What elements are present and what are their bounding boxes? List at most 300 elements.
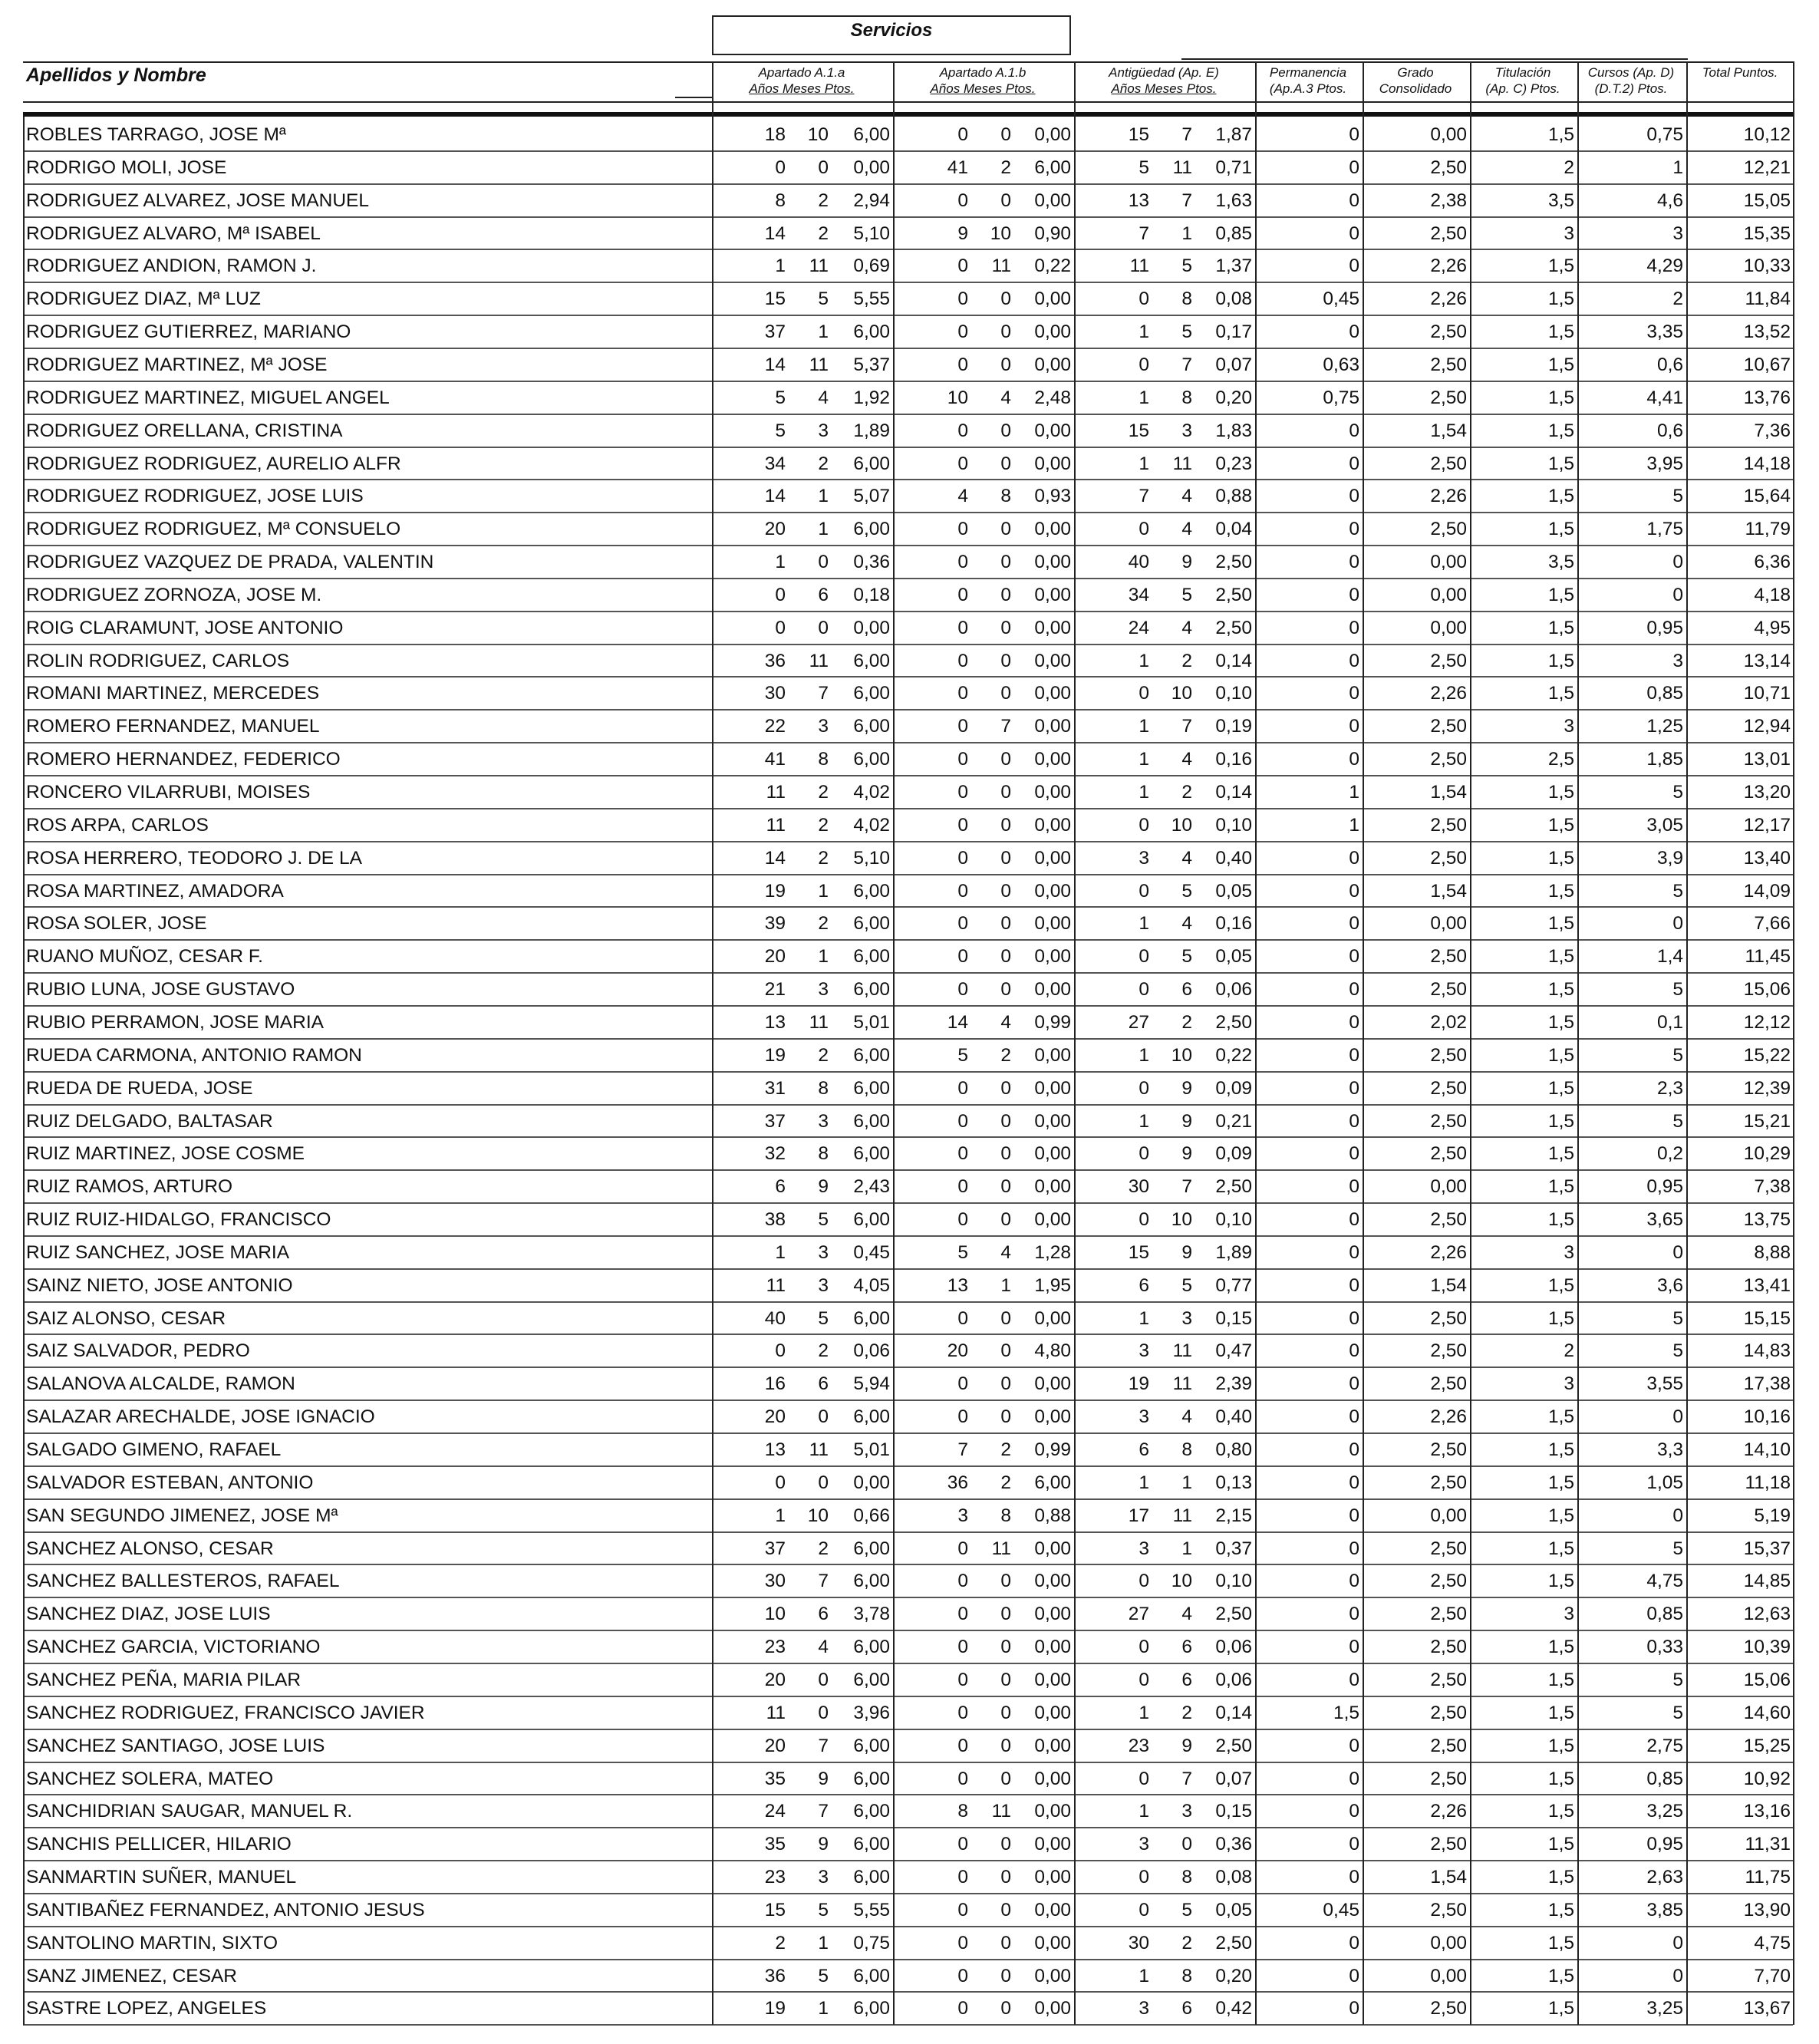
cell-a1b-points: 0,00 [1034,617,1071,638]
cell-a1b-months: 0 [1000,1143,1011,1165]
employee-name: SALANOVA ALCALDE, RAMON [26,1373,295,1395]
employee-name: RODRIGUEZ RODRIGUEZ, AURELIO ALFR [26,453,401,474]
cell-antig-years: 3 [1139,1998,1149,2019]
cell-a1a-months: 1 [818,946,829,968]
cell-titulacion: 1,5 [1547,880,1574,902]
cell-cursos: 0 [1672,1241,1683,1263]
cell-antig-months: 6 [1181,979,1192,1001]
cell-grado: 1,54 [1430,1274,1467,1296]
cell-antig-months: 6 [1181,1637,1192,1658]
employee-name: ROSA SOLER, JOSE [26,913,207,935]
cell-antig-years: 27 [1128,1011,1149,1033]
cell-a1b-years: 41 [947,157,968,178]
table-row [23,1499,1793,1532]
cell-antig-years: 40 [1128,552,1149,573]
cell-a1a-months: 0 [818,552,829,573]
cell-antig-points: 0,04 [1215,519,1252,540]
table-row [23,348,1793,381]
cell-a1a-points: 6,00 [853,1044,890,1066]
cell-antig-years: 0 [1139,814,1149,836]
cell-a1b-points: 1,95 [1034,1274,1071,1296]
cell-grado: 2,50 [1430,1538,1467,1559]
cell-a1b-points: 0,00 [1034,1899,1071,1920]
cell-a1a-years: 0 [775,157,786,178]
cell-antig-months: 8 [1181,1867,1192,1888]
cell-a1a-years: 14 [764,486,786,507]
cell-permanencia: 0 [1349,1209,1359,1231]
cell-antig-points: 0,42 [1215,1998,1252,2019]
cell-a1b-points: 0,00 [1034,1176,1071,1198]
cell-a1a-points: 0,00 [853,1472,890,1493]
cell-cursos: 3,25 [1646,1801,1683,1822]
cell-permanencia: 0,63 [1323,354,1359,375]
cell-grado: 2,50 [1430,1702,1467,1723]
employee-name: RUIZ RAMOS, ARTURO [26,1176,233,1198]
cell-antig-years: 34 [1128,584,1149,605]
cell-antig-months: 4 [1181,749,1192,770]
table-row [23,1828,1793,1861]
cell-antig-points: 2,50 [1215,1932,1252,1953]
cell-a1b-months: 0 [1000,1604,1011,1625]
table-row [23,1039,1793,1072]
cell-a1a-years: 15 [764,1899,786,1920]
table-row [23,1762,1793,1795]
cell-titulacion: 1,5 [1547,288,1574,310]
cell-titulacion: 1,5 [1547,1702,1574,1723]
cell-permanencia: 0 [1349,190,1359,211]
cell-antig-years: 27 [1128,1604,1149,1625]
cell-total: 12,12 [1743,1011,1791,1033]
table-row [23,1564,1793,1597]
cell-a1a-months: 11 [809,650,829,671]
cell-grado: 2,50 [1430,1637,1467,1658]
cell-total: 14,10 [1743,1439,1791,1460]
cell-a1b-months: 4 [1000,1241,1011,1263]
employee-name: RUBIO PERRAMON, JOSE MARIA [26,1011,324,1033]
cell-antig-points: 1,83 [1215,420,1252,441]
cell-a1b-months: 0 [1000,124,1011,145]
cell-permanencia: 0 [1349,1176,1359,1198]
cell-cursos: 0,85 [1646,1604,1683,1625]
cell-cursos: 0 [1672,1406,1683,1428]
cell-grado: 2,50 [1430,979,1467,1001]
cell-a1b-years: 0 [957,1604,968,1625]
cell-grado: 0,00 [1430,1176,1467,1198]
cell-antig-points: 2,50 [1215,1011,1252,1033]
cell-a1b-months: 0 [1000,190,1011,211]
cell-a1a-months: 11 [809,256,829,277]
cell-a1a-points: 0,36 [853,552,890,573]
cell-titulacion: 1,5 [1547,354,1574,375]
cell-a1b-points: 0,00 [1034,946,1071,968]
cell-a1a-points: 6,00 [853,1867,890,1888]
cell-antig-years: 15 [1128,124,1149,145]
cell-antig-points: 0,14 [1215,782,1252,803]
cell-a1b-months: 11 [991,256,1011,277]
employee-name: RODRIGUEZ RODRIGUEZ, JOSE LUIS [26,486,364,507]
cell-a1b-years: 0 [957,124,968,145]
cell-a1b-months: 0 [1000,1735,1011,1756]
cell-titulacion: 1,5 [1547,617,1574,638]
cell-grado: 2,50 [1430,453,1467,474]
cell-a1b-years: 0 [957,814,968,836]
cell-grado: 2,26 [1430,1801,1467,1822]
cell-a1b-points: 0,99 [1034,1011,1071,1033]
cell-cursos: 3 [1672,650,1683,671]
cell-total: 7,70 [1754,1965,1791,1986]
employee-name: SANCHEZ DIAZ, JOSE LUIS [26,1604,271,1625]
cell-cursos: 5 [1672,782,1683,803]
column-divider [712,61,713,2025]
table-row [23,151,1793,184]
cell-a1a-points: 6,00 [853,1998,890,2019]
cell-antig-points: 0,08 [1215,1867,1252,1888]
cell-permanencia: 0 [1349,650,1359,671]
cell-a1a-months: 0 [818,157,829,178]
table-row [23,1532,1793,1565]
cell-a1a-months: 0 [818,1702,829,1723]
cell-titulacion: 1,5 [1547,1998,1574,2019]
cell-antig-points: 2,15 [1215,1505,1252,1526]
employee-name: RODRIGUEZ DIAZ, Mª LUZ [26,288,261,310]
cell-a1a-points: 6,00 [853,1637,890,1658]
cell-antig-months: 2 [1181,650,1192,671]
table-row [23,1006,1793,1039]
col-permanencia-title: Permanencia [1269,65,1347,80]
cell-permanencia: 0 [1349,979,1359,1001]
cell-total: 14,83 [1743,1340,1791,1362]
cell-a1b-years: 5 [957,1044,968,1066]
cell-total: 15,06 [1743,979,1791,1001]
cell-a1a-years: 2 [775,1932,786,1953]
cell-a1b-points: 0,00 [1034,1571,1071,1592]
cell-titulacion: 1,5 [1547,420,1574,441]
cell-titulacion: 1,5 [1547,321,1574,343]
cell-cursos: 0,1 [1656,1011,1683,1033]
cell-total: 13,41 [1743,1274,1791,1296]
cell-a1b-years: 0 [957,1932,968,1953]
cell-permanencia: 0 [1349,1735,1359,1756]
cell-total: 11,84 [1745,288,1791,310]
cell-permanencia: 0 [1349,1604,1359,1625]
cell-cursos: 1,25 [1646,716,1683,737]
cell-titulacion: 1,5 [1547,584,1574,605]
cell-titulacion: 1,5 [1547,1768,1574,1789]
cell-cursos: 0,75 [1646,124,1683,145]
cell-total: 10,39 [1743,1637,1791,1658]
table-row [23,1072,1793,1105]
cell-antig-points: 0,14 [1215,1702,1252,1723]
cell-a1b-months: 0 [1000,1571,1011,1592]
cell-grado: 0,00 [1430,124,1467,145]
cell-a1b-years: 0 [957,1143,968,1165]
table-row [23,1433,1793,1466]
cell-grado: 2,26 [1430,288,1467,310]
cell-a1a-points: 6,00 [853,979,890,1001]
cell-antig-years: 1 [1139,749,1149,770]
cell-a1b-months: 0 [1000,1702,1011,1723]
cell-permanencia: 0 [1349,1044,1359,1066]
col-grado-title: Grado [1397,65,1434,80]
cell-grado: 2,50 [1430,1472,1467,1493]
cell-total: 10,29 [1743,1143,1791,1165]
cell-a1b-years: 0 [957,683,968,704]
cell-a1b-years: 0 [957,1307,968,1329]
cell-grado: 2,50 [1430,1044,1467,1066]
cell-cursos: 4,75 [1646,1571,1683,1592]
cell-a1a-years: 1 [775,552,786,573]
cell-permanencia: 0 [1349,749,1359,770]
cell-antig-points: 2,50 [1215,617,1252,638]
cell-grado: 2,50 [1430,1373,1467,1395]
cell-a1b-years: 0 [957,847,968,869]
cell-a1a-points: 6,00 [853,1571,890,1592]
cell-a1a-years: 20 [764,946,786,968]
cell-titulacion: 1,5 [1547,1209,1574,1231]
cell-antig-points: 0,13 [1215,1472,1252,1493]
cell-antig-points: 0,80 [1215,1439,1252,1460]
table-row [23,776,1793,809]
cell-total: 10,67 [1743,354,1791,375]
cell-a1a-years: 20 [764,1735,786,1756]
cell-a1a-years: 20 [764,1669,786,1690]
cell-antig-points: 0,08 [1215,288,1252,310]
cell-a1a-months: 9 [818,1176,829,1198]
col-a1b-subtitle: Años Meses Ptos. [930,81,1036,96]
cell-antig-points: 0,17 [1215,321,1252,343]
cell-grado: 2,50 [1430,1834,1467,1855]
cell-total: 13,67 [1743,1998,1791,2019]
cell-antig-months: 3 [1181,1307,1192,1329]
cell-a1a-points: 6,00 [853,1110,890,1132]
cell-a1a-points: 5,55 [853,288,890,310]
cell-titulacion: 1,5 [1547,1965,1574,1986]
employee-name: ROMANI MARTINEZ, MERCEDES [26,683,320,704]
cell-titulacion: 1,5 [1547,1077,1574,1099]
cell-cursos: 1,75 [1646,519,1683,540]
cell-a1a-months: 8 [818,1143,829,1165]
cell-antig-years: 0 [1139,946,1149,968]
employee-name: SANCHEZ SANTIAGO, JOSE LUIS [26,1735,325,1756]
cell-grado: 2,50 [1430,321,1467,343]
cell-total: 12,63 [1743,1604,1791,1625]
cell-antig-points: 0,19 [1215,716,1252,737]
cell-titulacion: 2 [1564,1340,1574,1362]
cell-titulacion: 1,5 [1547,1044,1574,1066]
cell-antig-years: 1 [1139,1110,1149,1132]
cell-a1a-months: 5 [818,288,829,310]
cell-cursos: 4,41 [1646,387,1683,408]
cell-titulacion: 2 [1564,157,1574,178]
cell-grado: 1,54 [1430,420,1467,441]
cell-a1a-months: 1 [818,1932,829,1953]
cell-a1a-months: 5 [818,1965,829,1986]
column-divider [1793,61,1794,2025]
cell-a1b-months: 0 [1000,1307,1011,1329]
cell-antig-months: 11 [1172,1505,1192,1526]
cell-cursos: 0 [1672,552,1683,573]
cell-a1a-points: 6,00 [853,1801,890,1822]
cell-cursos: 1,85 [1646,749,1683,770]
employee-name: ROSA HERRERO, TEODORO J. DE LA [26,847,362,869]
cell-antig-months: 7 [1181,124,1192,145]
col-permanencia-subtitle: (Ap.A.3 Ptos. [1269,81,1347,96]
cell-grado: 2,50 [1430,1307,1467,1329]
cell-cursos: 3,9 [1656,847,1683,869]
cell-antig-months: 0 [1181,1834,1192,1855]
cell-permanencia: 0 [1349,256,1359,277]
cell-a1b-years: 0 [957,1899,968,1920]
cell-a1a-years: 32 [764,1143,786,1165]
cell-total: 12,94 [1743,716,1791,737]
cell-a1a-points: 5,07 [853,486,890,507]
cell-a1b-months: 0 [1000,617,1011,638]
cell-antig-months: 4 [1181,847,1192,869]
cell-total: 11,45 [1745,946,1791,968]
cell-cursos: 3,85 [1646,1899,1683,1920]
cell-a1b-months: 0 [1000,814,1011,836]
table-row [23,809,1793,842]
cell-a1b-years: 3 [957,1505,968,1526]
cell-a1b-points: 0,00 [1034,1867,1071,1888]
cell-antig-points: 1,37 [1215,256,1252,277]
cell-antig-months: 7 [1181,354,1192,375]
cell-antig-years: 0 [1139,1209,1149,1231]
cell-cursos: 0,2 [1656,1143,1683,1165]
cell-a1b-years: 0 [957,1669,968,1690]
cell-grado: 2,26 [1430,1241,1467,1263]
col-a1b-title: Apartado A.1.b [939,65,1026,80]
cell-titulacion: 1,5 [1547,946,1574,968]
cell-antig-points: 0,37 [1215,1538,1252,1559]
cell-a1a-points: 6,00 [853,321,890,343]
cell-a1a-years: 0 [775,617,786,638]
table-row [23,1992,1793,2025]
cell-a1b-years: 20 [947,1340,968,1362]
cell-a1a-months: 0 [818,1406,829,1428]
cell-a1b-years: 0 [957,519,968,540]
cell-permanencia: 0 [1349,1143,1359,1165]
cell-a1b-months: 0 [1000,1637,1011,1658]
cell-titulacion: 3 [1564,1604,1574,1625]
employee-name: ROMERO HERNANDEZ, FEDERICO [26,749,341,770]
cell-a1a-points: 0,45 [853,1241,890,1263]
cell-a1a-years: 36 [764,1965,786,1986]
cell-a1b-points: 6,00 [1034,1472,1071,1493]
cell-antig-points: 0,23 [1215,453,1252,474]
cell-a1b-months: 0 [1000,650,1011,671]
cell-a1a-years: 14 [764,847,786,869]
cell-a1b-months: 0 [1000,782,1011,803]
cell-antig-points: 0,07 [1215,1768,1252,1789]
cell-a1a-years: 22 [764,716,786,737]
cell-a1b-points: 0,00 [1034,1965,1071,1986]
cell-cursos: 5 [1672,1669,1683,1690]
cell-antig-years: 3 [1139,1340,1149,1362]
cell-antig-years: 7 [1139,486,1149,507]
cell-antig-years: 3 [1139,1406,1149,1428]
cell-a1b-months: 0 [1000,519,1011,540]
cell-a1a-months: 10 [807,1505,829,1526]
cell-a1a-months: 3 [818,1110,829,1132]
cell-cursos: 0,95 [1646,1176,1683,1198]
cell-permanencia: 0 [1349,1241,1359,1263]
cell-a1b-months: 0 [1000,288,1011,310]
table-row [23,842,1793,875]
cell-total: 15,15 [1743,1307,1791,1329]
cell-a1a-months: 2 [818,1340,829,1362]
cell-a1b-years: 4 [957,486,968,507]
cell-grado: 2,50 [1430,946,1467,968]
cell-titulacion: 1,5 [1547,1801,1574,1822]
cell-a1b-months: 2 [1000,1472,1011,1493]
cell-antig-points: 1,89 [1215,1241,1252,1263]
cell-antig-months: 8 [1181,387,1192,408]
cell-a1b-years: 0 [957,354,968,375]
table-row [23,1302,1793,1335]
employee-name: RUANO MUÑOZ, CESAR F. [26,946,263,968]
cell-a1a-months: 7 [818,1735,829,1756]
cell-titulacion: 1,5 [1547,1406,1574,1428]
cell-antig-months: 2 [1181,1702,1192,1723]
col-grado-subtitle: Consolidado [1379,81,1452,96]
table-row [23,1105,1793,1138]
cell-antig-years: 0 [1139,683,1149,704]
cell-total: 15,06 [1743,1669,1791,1690]
name-column-header: Apellidos y Nombre [26,64,206,86]
cell-grado: 2,50 [1430,1735,1467,1756]
cell-grado: 2,26 [1430,486,1467,507]
cell-titulacion: 1,5 [1547,1571,1574,1592]
cell-a1a-months: 5 [818,1899,829,1920]
cell-antig-years: 1 [1139,321,1149,343]
table-left-border [23,117,25,2025]
table-row [23,1729,1793,1762]
cell-a1a-years: 1 [775,256,786,277]
cell-titulacion: 1,5 [1547,1110,1574,1132]
cell-antig-years: 0 [1139,1768,1149,1789]
cell-a1b-points: 0,00 [1034,1044,1071,1066]
cell-a1a-months: 10 [807,124,829,145]
cell-a1b-points: 0,90 [1034,223,1071,244]
cell-a1b-months: 8 [1000,1505,1011,1526]
cell-a1a-points: 5,01 [853,1439,890,1460]
cell-a1a-months: 0 [818,1669,829,1690]
cell-antig-years: 15 [1128,1241,1149,1263]
cell-a1a-years: 23 [764,1867,786,1888]
cell-a1a-years: 39 [764,913,786,935]
cell-cursos: 0,33 [1646,1637,1683,1658]
cell-total: 14,09 [1743,880,1791,902]
cell-titulacion: 1,5 [1547,1143,1574,1165]
cell-permanencia: 0 [1349,552,1359,573]
cell-permanencia: 0 [1349,486,1359,507]
cell-antig-months: 9 [1181,1143,1192,1165]
cell-antig-months: 6 [1181,1669,1192,1690]
cell-permanencia: 0 [1349,913,1359,935]
cell-a1b-years: 13 [947,1274,968,1296]
services-header-title: Servicios [850,20,933,41]
cell-cursos: 3,25 [1646,1998,1683,2019]
cell-total: 14,18 [1743,453,1791,474]
cell-antig-years: 0 [1139,354,1149,375]
cell-cursos: 3,95 [1646,453,1683,474]
cell-titulacion: 1,5 [1547,1637,1574,1658]
employee-name: RONCERO VILARRUBI, MOISES [26,782,311,803]
cell-antig-points: 0,40 [1215,1406,1252,1428]
cell-cursos: 3,05 [1646,814,1683,836]
cell-antig-years: 0 [1139,1143,1149,1165]
